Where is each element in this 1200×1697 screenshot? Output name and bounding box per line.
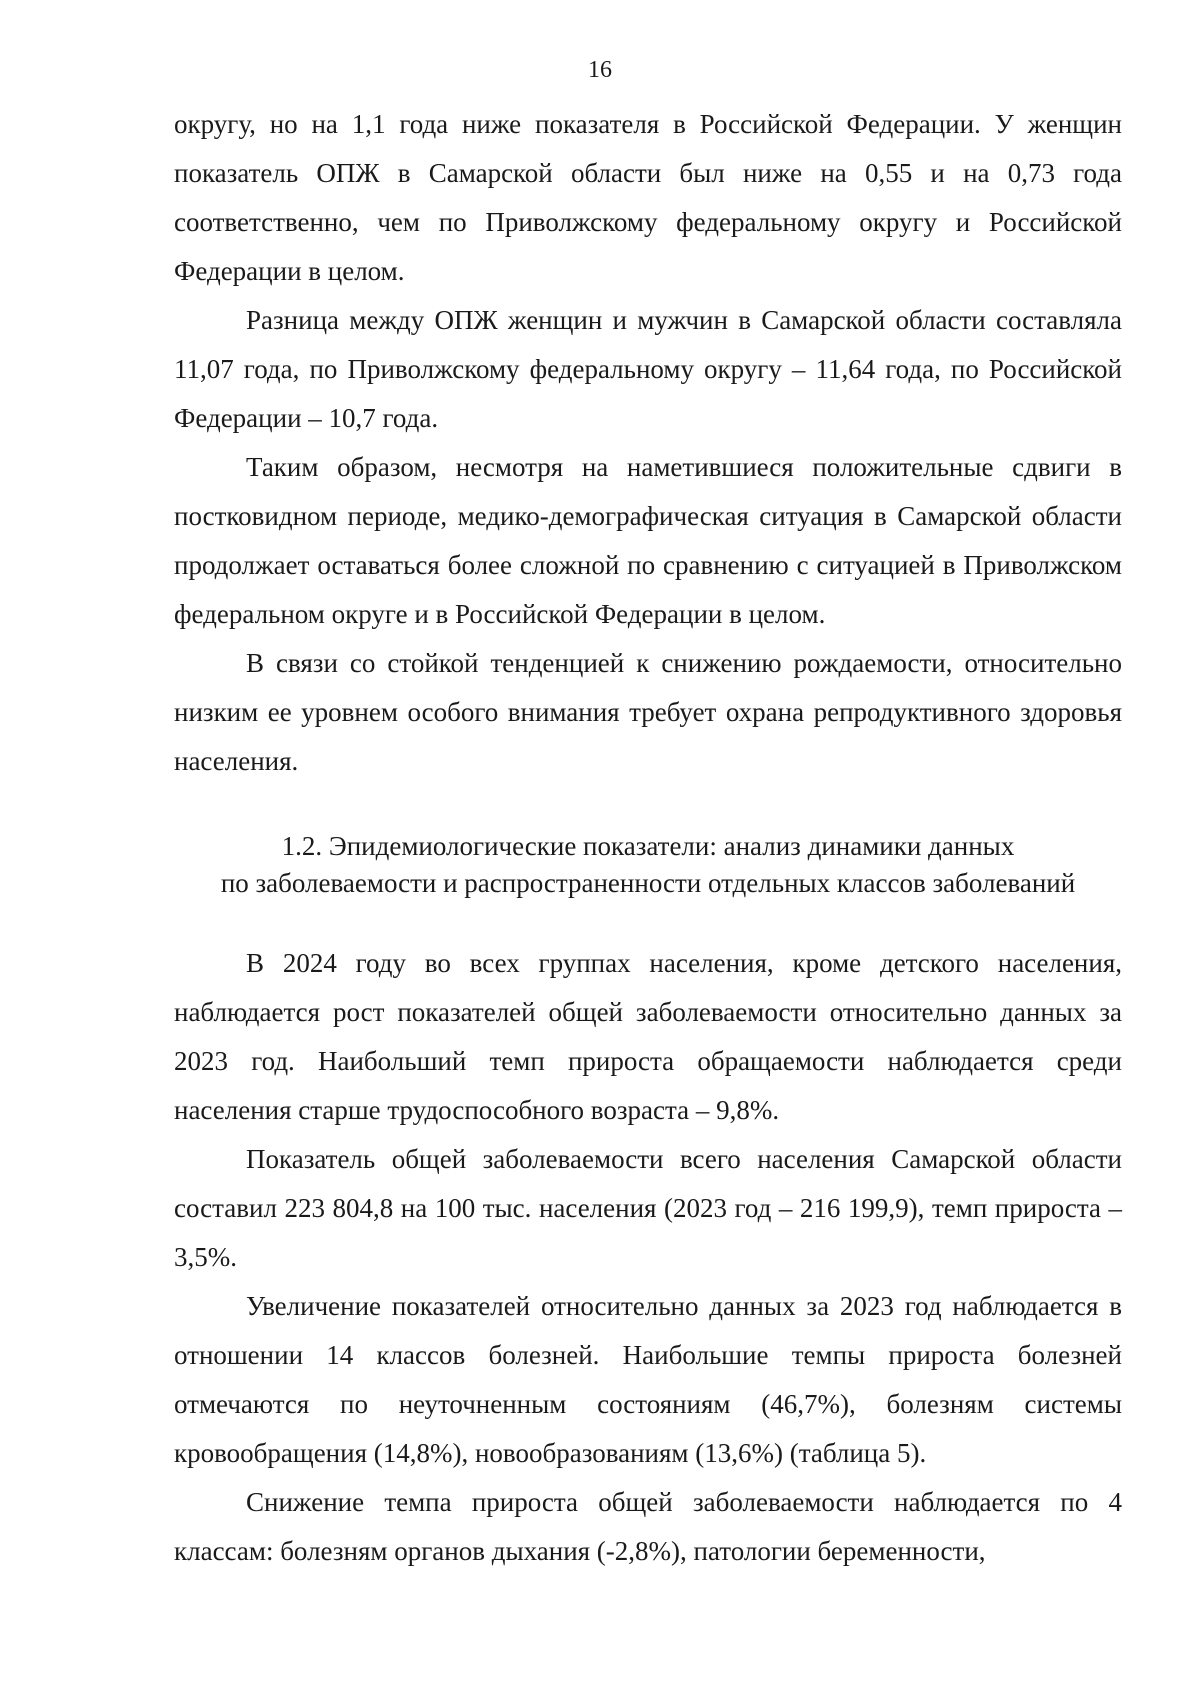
paragraph: В связи со стойкой тенденцией к снижению рождаемости, относительно низким ее уровнем особого внимания требует охрана репродуктивного здоровья населения. — [174, 648, 1122, 776]
paragraph: Показатель общей заболеваемости всего населения Самарской области составил 223 804,8 на 100 тыс. населения (2023 год – 216 199,9), темп прироста – 3,5%. — [174, 1144, 1122, 1272]
section-heading-line: по заболеваемости и распространенности отдельных классов заболеваний — [220, 868, 1076, 898]
section-heading-line: 1.2. Эпидемиологические показатели: анализ динамики данных — [281, 831, 1015, 861]
paragraph: Таким образом, несмотря на наметившиеся положительные сдвиги в постковидном периоде, медико-демографическая ситуация в Самарской области продолжает оставаться более сложной по сравнению с ситуацией в Приволжском федеральном округе и в Российской Федерации в целом. — [174, 452, 1122, 629]
paragraph: Увеличение показателей относительно данных за 2023 год наблюдается в отношении 14 классов болезней. Наибольшие темпы прироста болезней отмечаются по неуточненным состояниям (46,7%), болезням системы кровообращения (14,8%), новообразованиям (13,6%) (таблица 5). — [174, 1291, 1122, 1468]
page-number: 16 — [588, 57, 612, 83]
body-text-bottom — [174, 939, 1122, 1576]
paragraph: Разница между ОПЖ женщин и мужчин в Самарской области составляла 11,07 года, по Приволжскому федеральному округу – 11,64 года, по Российской Федерации – 10,7 года. — [174, 305, 1122, 433]
paragraph: В 2024 году во всех группах населения, кроме детского населения, наблюдается рост показателей общей заболеваемости относительно данных за 2023 год. Наибольший темп прироста обращаемости наблюдается среди населения старше трудоспособного возраста – 9,8%. — [174, 948, 1122, 1125]
body-text-top — [174, 100, 1122, 786]
paragraph: округу, но на 1,1 года ниже показателя в Российской Федерации. У женщин показатель ОПЖ в Самарской области был ниже на 0,55 и на 0,73 года соответственно, чем по Приволжскому федеральному округу и Российской Федерации в целом. — [174, 109, 1122, 286]
section-heading — [174, 828, 1122, 902]
paragraph: Снижение темпа прироста общей заболеваемости наблюдается по 4 классам: болезням органов дыхания (-2,8%), патологии беременности, — [174, 1487, 1122, 1566]
